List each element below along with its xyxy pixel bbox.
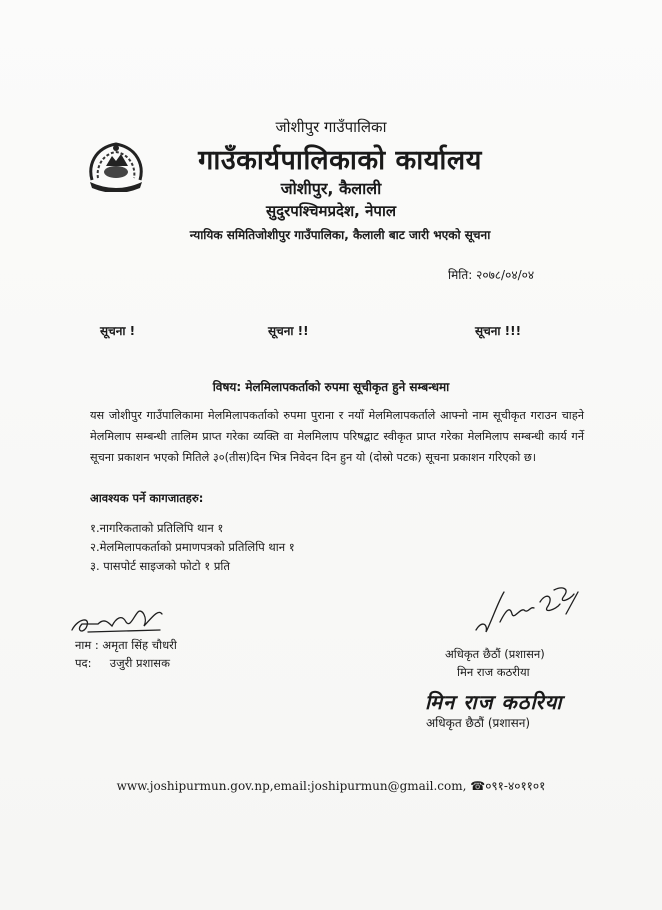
right-signatory-name: मिन राज कठरीया bbox=[457, 665, 530, 679]
right-signature bbox=[470, 580, 585, 640]
issuing-body-line: न्यायिक समितिजोशीपुर गाउँपालिका, कैलाली बाट जारी भएको सूचना bbox=[189, 228, 491, 242]
office-location: जोशीपुर, कैलाली bbox=[280, 179, 382, 198]
phone-icon: ☎ bbox=[470, 779, 486, 793]
requirement-item: ३. पासपोर्ट साइजको फोटो १ प्रति bbox=[90, 559, 230, 573]
notice-subject: विषय: मेलमिलापकर्ताको रुपमा सूचीकृत हुने सम्बन्धमा bbox=[212, 380, 450, 394]
notice-label-2: सूचना !! bbox=[268, 324, 309, 338]
notice-label-1: सूचना ! bbox=[100, 324, 136, 338]
left-signatory-post-row bbox=[75, 654, 177, 672]
left-signature bbox=[68, 600, 168, 640]
requirements-heading: आवश्यक पर्ने कागजातहरु: bbox=[90, 491, 204, 505]
requirements-list bbox=[90, 519, 295, 576]
requirement-item: १.नागरिकताको प्रतिलिपि थान १ bbox=[90, 521, 224, 535]
right-signatory-title: अधिकृत छैठौं (प्रशासन) bbox=[445, 647, 545, 661]
left-signatory-post: उजुरी प्रशासक bbox=[109, 656, 170, 670]
requirement-item: २.मेलमिलापकर्ताको प्रमाणपत्रको प्रतिलिपि थान १ bbox=[90, 540, 295, 554]
footer-contact bbox=[0, 777, 662, 794]
name-stamp: मिन राज कठरिया bbox=[425, 690, 563, 714]
notice-label-3: सूचना !!! bbox=[475, 324, 522, 338]
name-stamp-title: अधिकृत छैठौं (प्रशासन) bbox=[426, 716, 531, 730]
left-signatory-post-label: पद: bbox=[75, 656, 92, 670]
left-signatory-block bbox=[75, 636, 177, 672]
municipality-name: जोशीपुर गाउँपालिका bbox=[275, 118, 387, 136]
footer-web-email: www.joshipurmun.gov.np,email:joshipurmun@gmail.com, bbox=[116, 779, 471, 793]
notice-body: यस जोशीपुर गाउँपालिकामा मेलमिलापकर्ताको रुपमा पुराना र नयाँ मेलमिलापकर्ताले आफ्नो नाम सूचीकृत गराउन चाहने मेलमिलाप सम्बन्धी तालिम प्राप्त गरेका व्यक्ति वा मेलमिलाप परिषद्बाट स्वीकृत प्राप्त गरेका मेलमिलाप सम्बन्धी कार्य गर्ने सूचना प्रकाशन भएको मितिले ३०(तीस)दिन भित्र निवेदन दिन हुन यो (दोस्रो पटक) सूचना प्रकाशन गरिएको छ। bbox=[90, 409, 584, 464]
footer-phone: ०९१-४०११०१ bbox=[485, 779, 546, 793]
office-title: गाउँकार्यपालिकाको कार्यालय bbox=[198, 145, 482, 176]
office-province: सुदुरपश्चिमप्रदेश, नेपाल bbox=[265, 202, 397, 220]
left-signatory-name: नाम : अमृता सिंह चौधरी bbox=[75, 638, 177, 652]
right-signatory-block bbox=[445, 645, 545, 681]
notice-date: मिति: २०७८/०४/०४ bbox=[448, 268, 535, 282]
